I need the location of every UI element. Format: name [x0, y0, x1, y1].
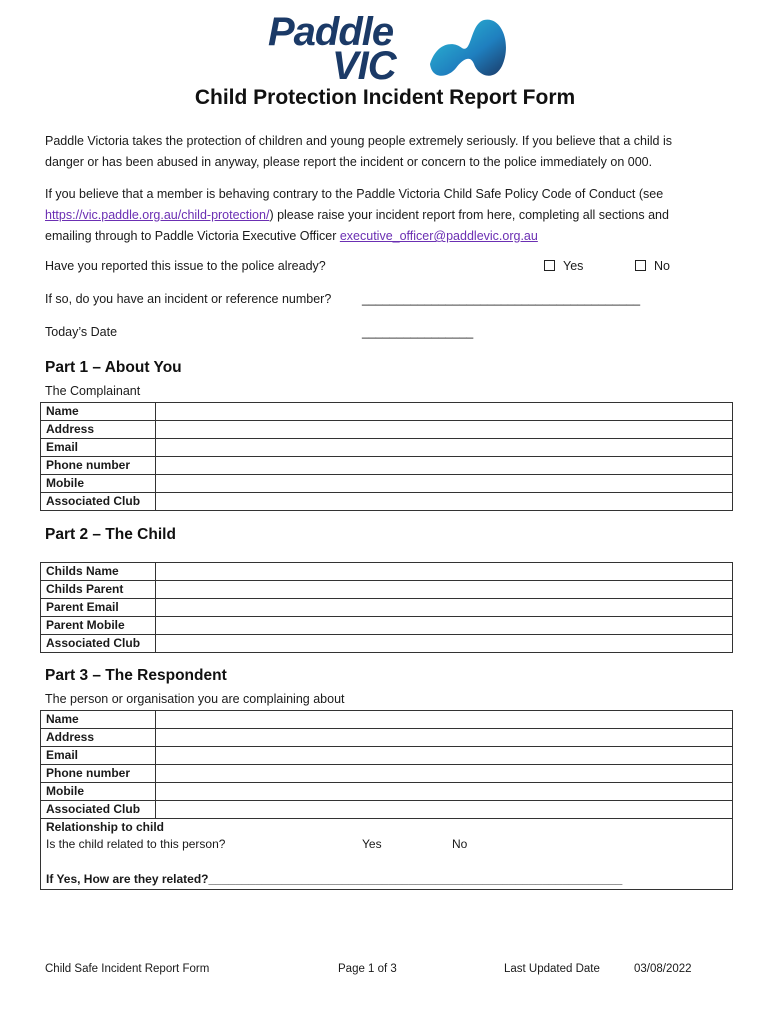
child-name-field[interactable] [156, 563, 733, 581]
row-label: Mobile [41, 783, 156, 801]
table-row [41, 493, 733, 511]
table-row [41, 457, 733, 475]
child-parent-field[interactable] [156, 581, 733, 599]
complainant-phone-field[interactable] [156, 457, 733, 475]
respondent-phone-field[interactable] [156, 765, 733, 783]
row-label: Parent Email [41, 599, 156, 617]
complainant-name-field[interactable] [156, 403, 733, 421]
footer-updated-label: Last Updated Date [504, 963, 600, 975]
row-label: Childs Name [41, 563, 156, 581]
intro-p1-line2: danger or has been abused in anyway, please report the incident or concern to the police immediately on 000. [45, 155, 653, 169]
checkbox-icon[interactable] [544, 260, 555, 271]
checkbox-icon[interactable] [635, 260, 646, 271]
paddle-vic-logo [262, 10, 512, 86]
row-label: Name [41, 403, 156, 421]
complainant-address-field[interactable] [156, 421, 733, 439]
intro-paragraph-2 [45, 184, 735, 247]
row-label: Name [41, 711, 156, 729]
footer-updated-date: 03/08/2022 [634, 963, 692, 975]
row-label: Childs Parent [41, 581, 156, 599]
table-row [41, 581, 733, 599]
intro-p1-line1: Paddle Victoria takes the protection of children and young people extremely seriously. If you believe that a child is [45, 134, 672, 148]
police-question: Have you reported this issue to the police already? [45, 259, 326, 273]
related-no-option[interactable]: No [452, 837, 468, 851]
reference-question: If so, do you have an incident or reference number? [45, 292, 332, 306]
related-question: Is the child related to this person? [46, 837, 226, 851]
respondent-address-field[interactable] [156, 729, 733, 747]
part2-heading: Part 2 – The Child [45, 526, 176, 543]
date-field[interactable]: ________________ [362, 325, 474, 339]
relationship-box [40, 818, 733, 890]
parent-mobile-field[interactable] [156, 617, 733, 635]
row-label: Email [41, 747, 156, 765]
reference-number-field[interactable]: ________________________________________ [362, 292, 641, 306]
logo-line-2: VIC [332, 44, 396, 88]
table-row [41, 747, 733, 765]
table-row [41, 617, 733, 635]
complainant-table [40, 402, 733, 511]
complainant-email-field[interactable] [156, 439, 733, 457]
executive-officer-email-link[interactable]: executive_officer@paddlevic.org.au [339, 229, 538, 243]
table-row [41, 635, 733, 653]
intro-p2-line1: If you believe that a member is behaving contrary to the Paddle Victoria Child Safe Policy Code of Conduct (see [45, 187, 664, 201]
intro-paragraph-1 [45, 131, 735, 173]
child-club-field[interactable] [156, 635, 733, 653]
row-label: Associated Club [41, 493, 156, 511]
row-label: Mobile [41, 475, 156, 493]
footer-page-number: Page 1 of 3 [338, 963, 397, 975]
police-yes-option[interactable] [544, 259, 583, 273]
row-label: Associated Club [41, 635, 156, 653]
table-row [41, 783, 733, 801]
form-title: Child Protection Incident Report Form [194, 86, 576, 109]
table-row [41, 421, 733, 439]
respondent-name-field[interactable] [156, 711, 733, 729]
part1-heading: Part 1 – About You [45, 359, 182, 376]
police-yes-label: Yes [563, 259, 584, 273]
parent-email-field[interactable] [156, 599, 733, 617]
table-row [41, 599, 733, 617]
row-label: Address [41, 729, 156, 747]
intro-p2-line3: emailing through to Paddle Victoria Executive Officer [45, 229, 340, 243]
part3-subheading: The person or organisation you are complaining about [45, 692, 345, 706]
table-row [41, 403, 733, 421]
complainant-mobile-field[interactable] [156, 475, 733, 493]
row-label: Address [41, 421, 156, 439]
table-row [41, 729, 733, 747]
row-label: Phone number [41, 457, 156, 475]
how-related-field[interactable]: If Yes, How are they related?______________________________________________________________ [46, 872, 623, 886]
child-protection-link[interactable]: https://vic.paddle.org.au/child-protection/ [45, 208, 270, 222]
child-table [40, 562, 733, 653]
table-row [41, 801, 733, 819]
part3-heading: Part 3 – The Respondent [45, 667, 227, 684]
respondent-club-field[interactable] [156, 801, 733, 819]
row-label: Email [41, 439, 156, 457]
police-no-label: No [654, 259, 670, 273]
respondent-email-field[interactable] [156, 747, 733, 765]
related-yes-option[interactable]: Yes [362, 837, 382, 851]
row-label: Phone number [41, 765, 156, 783]
table-row [41, 563, 733, 581]
intro-p2-after-link: ) please raise your incident report from here, completing all sections and [269, 208, 669, 222]
footer-form-name: Child Safe Incident Report Form [45, 963, 210, 975]
date-question: Today’s Date [45, 325, 118, 339]
table-row [41, 439, 733, 457]
respondent-mobile-field[interactable] [156, 783, 733, 801]
related-question-row [41, 836, 732, 853]
logo-line-1: Paddle [268, 10, 394, 54]
police-no-option[interactable] [635, 259, 670, 273]
complainant-club-field[interactable] [156, 493, 733, 511]
table-row [41, 711, 733, 729]
table-row [41, 475, 733, 493]
table-row [41, 765, 733, 783]
row-label: Associated Club [41, 801, 156, 819]
row-label: Parent Mobile [41, 617, 156, 635]
respondent-table [40, 710, 733, 819]
part1-subheading: The Complainant [45, 384, 141, 398]
relationship-label: Relationship to child [46, 820, 165, 834]
paddle-swoosh-icon [422, 14, 512, 86]
